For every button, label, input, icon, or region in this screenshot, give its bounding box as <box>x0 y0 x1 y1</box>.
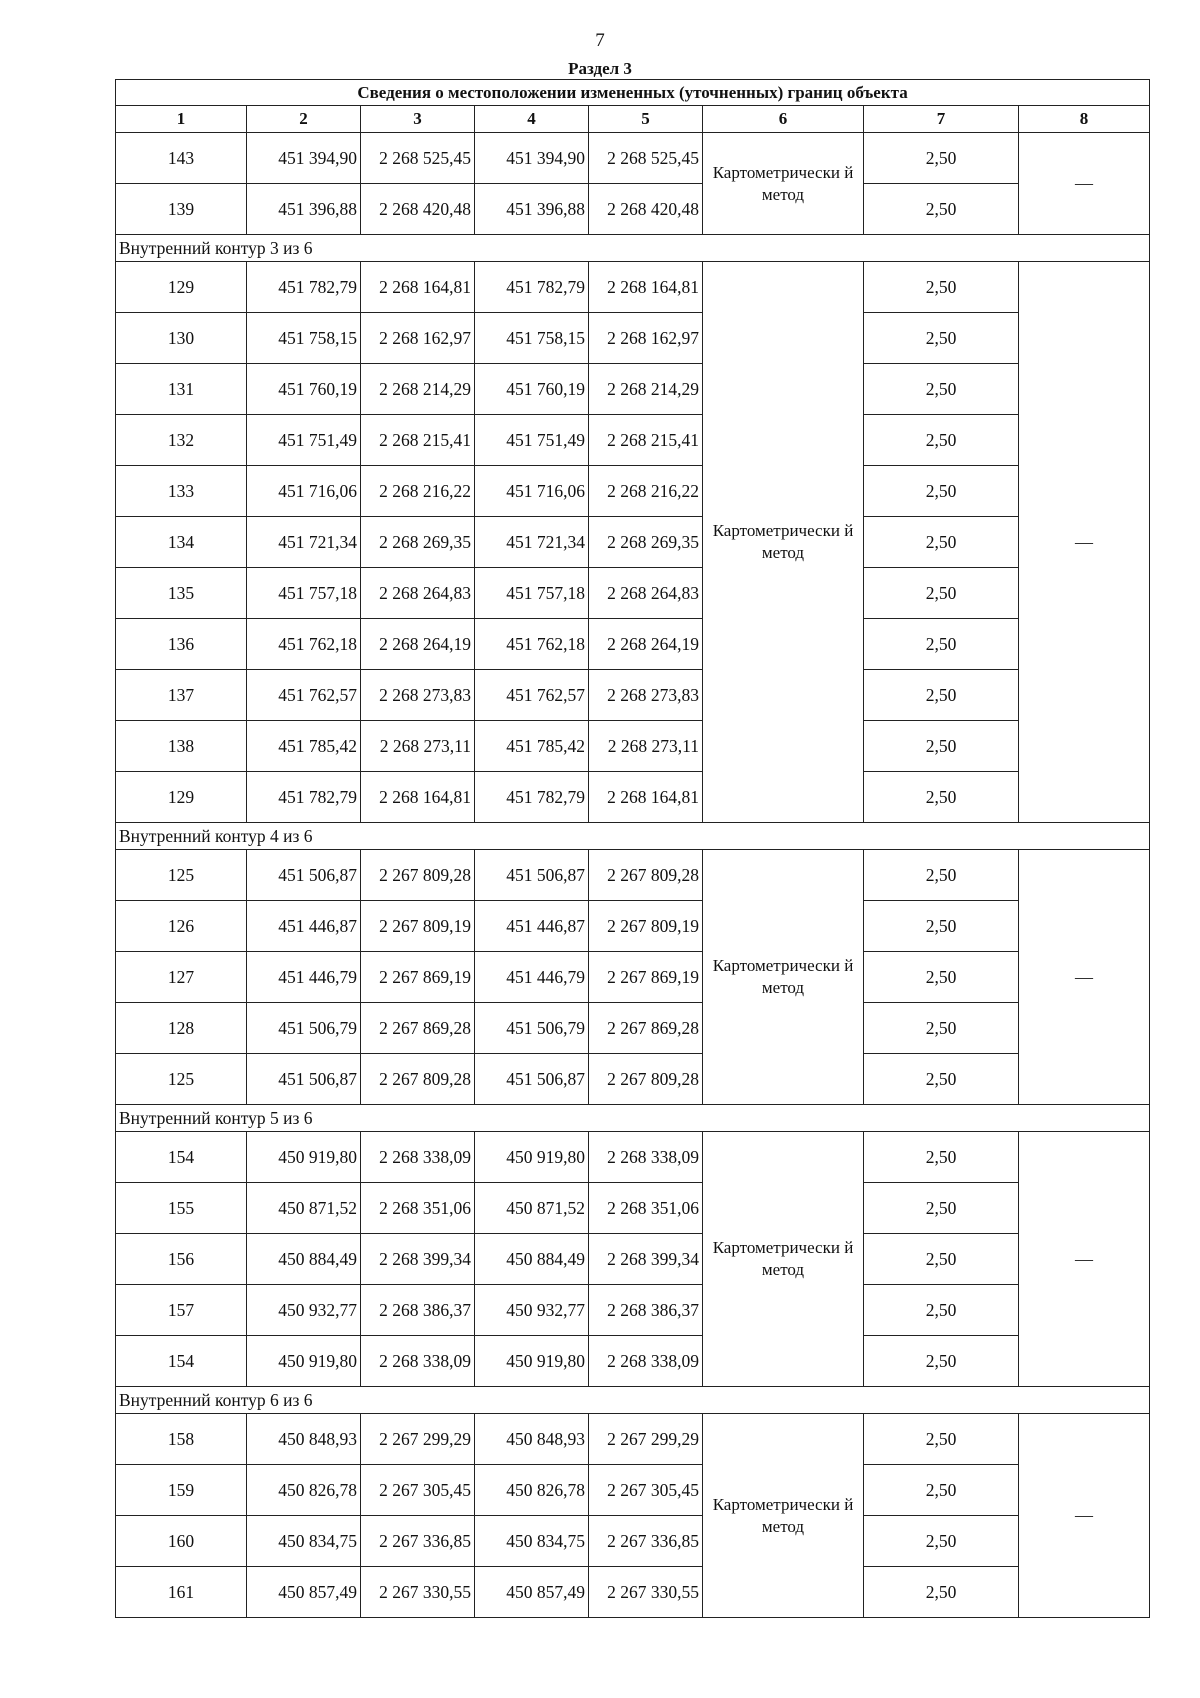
contour-label: Внутренний контур 5 из 6 <box>116 1105 1150 1132</box>
column-number: 6 <box>703 106 864 133</box>
existing-x-cell: 451 716,06 <box>247 466 361 517</box>
accuracy-cell: 2,50 <box>864 952 1019 1003</box>
existing-y-cell: 2 268 264,83 <box>361 568 475 619</box>
point-number-cell: 157 <box>116 1285 247 1336</box>
new-y-cell: 2 267 809,28 <box>589 1054 703 1105</box>
boundary-table <box>115 79 1150 1618</box>
existing-y-cell: 2 268 164,81 <box>361 772 475 823</box>
table-row <box>116 1003 1150 1054</box>
new-y-cell: 2 268 525,45 <box>589 133 703 184</box>
new-x-cell: 451 716,06 <box>475 466 589 517</box>
new-y-cell: 2 268 215,41 <box>589 415 703 466</box>
note-cell: — <box>1019 1414 1150 1618</box>
point-number-cell: 161 <box>116 1567 247 1618</box>
table-row <box>116 772 1150 823</box>
contour-separator-row <box>116 1105 1150 1132</box>
existing-y-cell: 2 268 162,97 <box>361 313 475 364</box>
new-y-cell: 2 267 330,55 <box>589 1567 703 1618</box>
new-x-cell: 450 884,49 <box>475 1234 589 1285</box>
contour-label: Внутренний контур 6 из 6 <box>116 1387 1150 1414</box>
accuracy-cell: 2,50 <box>864 415 1019 466</box>
table-row <box>116 466 1150 517</box>
table-row <box>116 262 1150 313</box>
new-y-cell: 2 268 162,97 <box>589 313 703 364</box>
column-number: 1 <box>116 106 247 133</box>
contour-label: Внутренний контур 4 из 6 <box>116 823 1150 850</box>
new-x-cell: 451 446,79 <box>475 952 589 1003</box>
point-number-cell: 155 <box>116 1183 247 1234</box>
new-x-cell: 450 834,75 <box>475 1516 589 1567</box>
new-x-cell: 450 826,78 <box>475 1465 589 1516</box>
table-row <box>116 1336 1150 1387</box>
method-cell: Картометрически й метод <box>703 133 864 235</box>
page-number: 7 <box>595 30 605 51</box>
table-row <box>116 184 1150 235</box>
new-y-cell: 2 268 216,22 <box>589 466 703 517</box>
column-number: 8 <box>1019 106 1150 133</box>
table-row <box>116 364 1150 415</box>
new-x-cell: 451 396,88 <box>475 184 589 235</box>
new-x-cell: 451 760,19 <box>475 364 589 415</box>
table-row <box>116 1132 1150 1183</box>
new-x-cell: 451 782,79 <box>475 262 589 313</box>
existing-x-cell: 451 446,87 <box>247 901 361 952</box>
new-y-cell: 2 267 869,19 <box>589 952 703 1003</box>
existing-x-cell: 451 394,90 <box>247 133 361 184</box>
point-number-cell: 129 <box>116 772 247 823</box>
new-y-cell: 2 268 164,81 <box>589 262 703 313</box>
new-y-cell: 2 268 399,34 <box>589 1234 703 1285</box>
accuracy-cell: 2,50 <box>864 1516 1019 1567</box>
existing-y-cell: 2 268 273,11 <box>361 721 475 772</box>
existing-x-cell: 451 506,87 <box>247 850 361 901</box>
accuracy-cell: 2,50 <box>864 619 1019 670</box>
point-number-cell: 126 <box>116 901 247 952</box>
existing-x-cell: 451 751,49 <box>247 415 361 466</box>
accuracy-cell: 2,50 <box>864 1414 1019 1465</box>
existing-y-cell: 2 268 164,81 <box>361 262 475 313</box>
table-body <box>116 80 1150 1618</box>
existing-x-cell: 450 871,52 <box>247 1183 361 1234</box>
contour-separator-row <box>116 1387 1150 1414</box>
table-row <box>116 619 1150 670</box>
existing-x-cell: 451 785,42 <box>247 721 361 772</box>
accuracy-cell: 2,50 <box>864 1465 1019 1516</box>
table-row <box>116 952 1150 1003</box>
new-x-cell: 451 782,79 <box>475 772 589 823</box>
table-row <box>116 850 1150 901</box>
note-cell: — <box>1019 1132 1150 1387</box>
existing-x-cell: 451 782,79 <box>247 262 361 313</box>
accuracy-cell: 2,50 <box>864 721 1019 772</box>
accuracy-cell: 2,50 <box>864 772 1019 823</box>
existing-y-cell: 2 268 215,41 <box>361 415 475 466</box>
existing-y-cell: 2 267 869,28 <box>361 1003 475 1054</box>
accuracy-cell: 2,50 <box>864 1003 1019 1054</box>
table-row <box>116 901 1150 952</box>
new-x-cell: 451 762,18 <box>475 619 589 670</box>
column-number: 3 <box>361 106 475 133</box>
table-row <box>116 517 1150 568</box>
existing-y-cell: 2 268 273,83 <box>361 670 475 721</box>
existing-y-cell: 2 267 809,28 <box>361 1054 475 1105</box>
new-x-cell: 450 919,80 <box>475 1336 589 1387</box>
method-cell: Картометрически й метод <box>703 1132 864 1387</box>
existing-x-cell: 450 919,80 <box>247 1336 361 1387</box>
new-x-cell: 451 751,49 <box>475 415 589 466</box>
accuracy-cell: 2,50 <box>864 850 1019 901</box>
method-cell: Картометрически й метод <box>703 262 864 823</box>
existing-y-cell: 2 268 269,35 <box>361 517 475 568</box>
contour-separator-row <box>116 823 1150 850</box>
existing-x-cell: 450 932,77 <box>247 1285 361 1336</box>
existing-y-cell: 2 267 336,85 <box>361 1516 475 1567</box>
new-y-cell: 2 267 809,19 <box>589 901 703 952</box>
existing-y-cell: 2 268 216,22 <box>361 466 475 517</box>
point-number-cell: 139 <box>116 184 247 235</box>
point-number-cell: 156 <box>116 1234 247 1285</box>
existing-x-cell: 451 721,34 <box>247 517 361 568</box>
existing-y-cell: 2 267 809,28 <box>361 850 475 901</box>
accuracy-cell: 2,50 <box>864 1234 1019 1285</box>
accuracy-cell: 2,50 <box>864 1054 1019 1105</box>
new-y-cell: 2 268 273,83 <box>589 670 703 721</box>
new-y-cell: 2 268 164,81 <box>589 772 703 823</box>
new-y-cell: 2 267 305,45 <box>589 1465 703 1516</box>
new-x-cell: 450 919,80 <box>475 1132 589 1183</box>
existing-x-cell: 450 857,49 <box>247 1567 361 1618</box>
existing-x-cell: 450 834,75 <box>247 1516 361 1567</box>
method-cell: Картометрически й метод <box>703 850 864 1105</box>
new-y-cell: 2 268 338,09 <box>589 1132 703 1183</box>
new-x-cell: 451 506,87 <box>475 1054 589 1105</box>
existing-x-cell: 451 760,19 <box>247 364 361 415</box>
new-y-cell: 2 267 299,29 <box>589 1414 703 1465</box>
table-row <box>116 721 1150 772</box>
point-number-cell: 154 <box>116 1336 247 1387</box>
point-number-cell: 125 <box>116 850 247 901</box>
existing-x-cell: 451 446,79 <box>247 952 361 1003</box>
note-cell: — <box>1019 133 1150 235</box>
existing-y-cell: 2 267 809,19 <box>361 901 475 952</box>
new-x-cell: 451 757,18 <box>475 568 589 619</box>
new-x-cell: 451 762,57 <box>475 670 589 721</box>
existing-y-cell: 2 267 330,55 <box>361 1567 475 1618</box>
new-x-cell: 451 506,87 <box>475 850 589 901</box>
table-row <box>116 1183 1150 1234</box>
table-row <box>116 1054 1150 1105</box>
existing-y-cell: 2 268 399,34 <box>361 1234 475 1285</box>
contour-separator-row <box>116 235 1150 262</box>
point-number-cell: 130 <box>116 313 247 364</box>
point-number-cell: 160 <box>116 1516 247 1567</box>
accuracy-cell: 2,50 <box>864 517 1019 568</box>
existing-x-cell: 451 762,18 <box>247 619 361 670</box>
new-x-cell: 451 446,87 <box>475 901 589 952</box>
table-row <box>116 670 1150 721</box>
new-y-cell: 2 267 809,28 <box>589 850 703 901</box>
new-y-cell: 2 268 214,29 <box>589 364 703 415</box>
point-number-cell: 137 <box>116 670 247 721</box>
existing-x-cell: 451 506,79 <box>247 1003 361 1054</box>
point-number-cell: 154 <box>116 1132 247 1183</box>
column-number-row <box>116 106 1150 133</box>
new-x-cell: 451 785,42 <box>475 721 589 772</box>
table-row <box>116 568 1150 619</box>
new-y-cell: 2 268 273,11 <box>589 721 703 772</box>
table-row <box>116 1414 1150 1465</box>
new-x-cell: 450 871,52 <box>475 1183 589 1234</box>
existing-y-cell: 2 268 525,45 <box>361 133 475 184</box>
point-number-cell: 135 <box>116 568 247 619</box>
point-number-cell: 159 <box>116 1465 247 1516</box>
new-y-cell: 2 267 336,85 <box>589 1516 703 1567</box>
existing-x-cell: 451 782,79 <box>247 772 361 823</box>
existing-y-cell: 2 268 338,09 <box>361 1132 475 1183</box>
new-y-cell: 2 268 386,37 <box>589 1285 703 1336</box>
accuracy-cell: 2,50 <box>864 1567 1019 1618</box>
new-y-cell: 2 268 269,35 <box>589 517 703 568</box>
point-number-cell: 134 <box>116 517 247 568</box>
point-number-cell: 127 <box>116 952 247 1003</box>
table-row <box>116 1234 1150 1285</box>
method-cell: Картометрически й метод <box>703 1414 864 1618</box>
accuracy-cell: 2,50 <box>864 1183 1019 1234</box>
new-x-cell: 450 857,49 <box>475 1567 589 1618</box>
accuracy-cell: 2,50 <box>864 466 1019 517</box>
existing-x-cell: 450 826,78 <box>247 1465 361 1516</box>
table-row <box>116 133 1150 184</box>
existing-x-cell: 450 848,93 <box>247 1414 361 1465</box>
existing-x-cell: 451 757,18 <box>247 568 361 619</box>
point-number-cell: 125 <box>116 1054 247 1105</box>
existing-x-cell: 451 396,88 <box>247 184 361 235</box>
existing-y-cell: 2 267 299,29 <box>361 1414 475 1465</box>
point-number-cell: 129 <box>116 262 247 313</box>
existing-x-cell: 450 884,49 <box>247 1234 361 1285</box>
column-number: 7 <box>864 106 1019 133</box>
accuracy-cell: 2,50 <box>864 364 1019 415</box>
table-title-row <box>116 80 1150 106</box>
accuracy-cell: 2,50 <box>864 1336 1019 1387</box>
new-x-cell: 451 394,90 <box>475 133 589 184</box>
existing-y-cell: 2 268 386,37 <box>361 1285 475 1336</box>
accuracy-cell: 2,50 <box>864 568 1019 619</box>
existing-y-cell: 2 268 264,19 <box>361 619 475 670</box>
table-row <box>116 415 1150 466</box>
existing-x-cell: 451 506,87 <box>247 1054 361 1105</box>
point-number-cell: 136 <box>116 619 247 670</box>
accuracy-cell: 2,50 <box>864 1132 1019 1183</box>
table-row <box>116 1285 1150 1336</box>
accuracy-cell: 2,50 <box>864 901 1019 952</box>
table-row <box>116 1516 1150 1567</box>
contour-label: Внутренний контур 3 из 6 <box>116 235 1150 262</box>
note-cell: — <box>1019 262 1150 823</box>
existing-y-cell: 2 267 869,19 <box>361 952 475 1003</box>
column-number: 5 <box>589 106 703 133</box>
column-number: 4 <box>475 106 589 133</box>
existing-x-cell: 451 758,15 <box>247 313 361 364</box>
new-x-cell: 451 506,79 <box>475 1003 589 1054</box>
note-cell: — <box>1019 850 1150 1105</box>
new-x-cell: 450 932,77 <box>475 1285 589 1336</box>
column-number: 2 <box>247 106 361 133</box>
new-y-cell: 2 268 264,83 <box>589 568 703 619</box>
existing-y-cell: 2 267 305,45 <box>361 1465 475 1516</box>
point-number-cell: 133 <box>116 466 247 517</box>
table-title: Сведения о местоположении измененных (уточненных) границ объекта <box>116 80 1150 106</box>
point-number-cell: 143 <box>116 133 247 184</box>
point-number-cell: 158 <box>116 1414 247 1465</box>
point-number-cell: 131 <box>116 364 247 415</box>
accuracy-cell: 2,50 <box>864 313 1019 364</box>
accuracy-cell: 2,50 <box>864 1285 1019 1336</box>
existing-y-cell: 2 268 338,09 <box>361 1336 475 1387</box>
point-number-cell: 132 <box>116 415 247 466</box>
accuracy-cell: 2,50 <box>864 184 1019 235</box>
new-x-cell: 451 758,15 <box>475 313 589 364</box>
accuracy-cell: 2,50 <box>864 262 1019 313</box>
table-row <box>116 313 1150 364</box>
new-y-cell: 2 268 338,09 <box>589 1336 703 1387</box>
point-number-cell: 138 <box>116 721 247 772</box>
new-x-cell: 450 848,93 <box>475 1414 589 1465</box>
new-y-cell: 2 268 264,19 <box>589 619 703 670</box>
existing-y-cell: 2 268 420,48 <box>361 184 475 235</box>
table-row <box>116 1567 1150 1618</box>
existing-y-cell: 2 268 351,06 <box>361 1183 475 1234</box>
existing-x-cell: 451 762,57 <box>247 670 361 721</box>
accuracy-cell: 2,50 <box>864 670 1019 721</box>
existing-x-cell: 450 919,80 <box>247 1132 361 1183</box>
accuracy-cell: 2,50 <box>864 133 1019 184</box>
new-y-cell: 2 267 869,28 <box>589 1003 703 1054</box>
table-row <box>116 1465 1150 1516</box>
new-y-cell: 2 268 351,06 <box>589 1183 703 1234</box>
existing-y-cell: 2 268 214,29 <box>361 364 475 415</box>
new-x-cell: 451 721,34 <box>475 517 589 568</box>
section-title: Раздел 3 <box>568 59 632 78</box>
point-number-cell: 128 <box>116 1003 247 1054</box>
new-y-cell: 2 268 420,48 <box>589 184 703 235</box>
